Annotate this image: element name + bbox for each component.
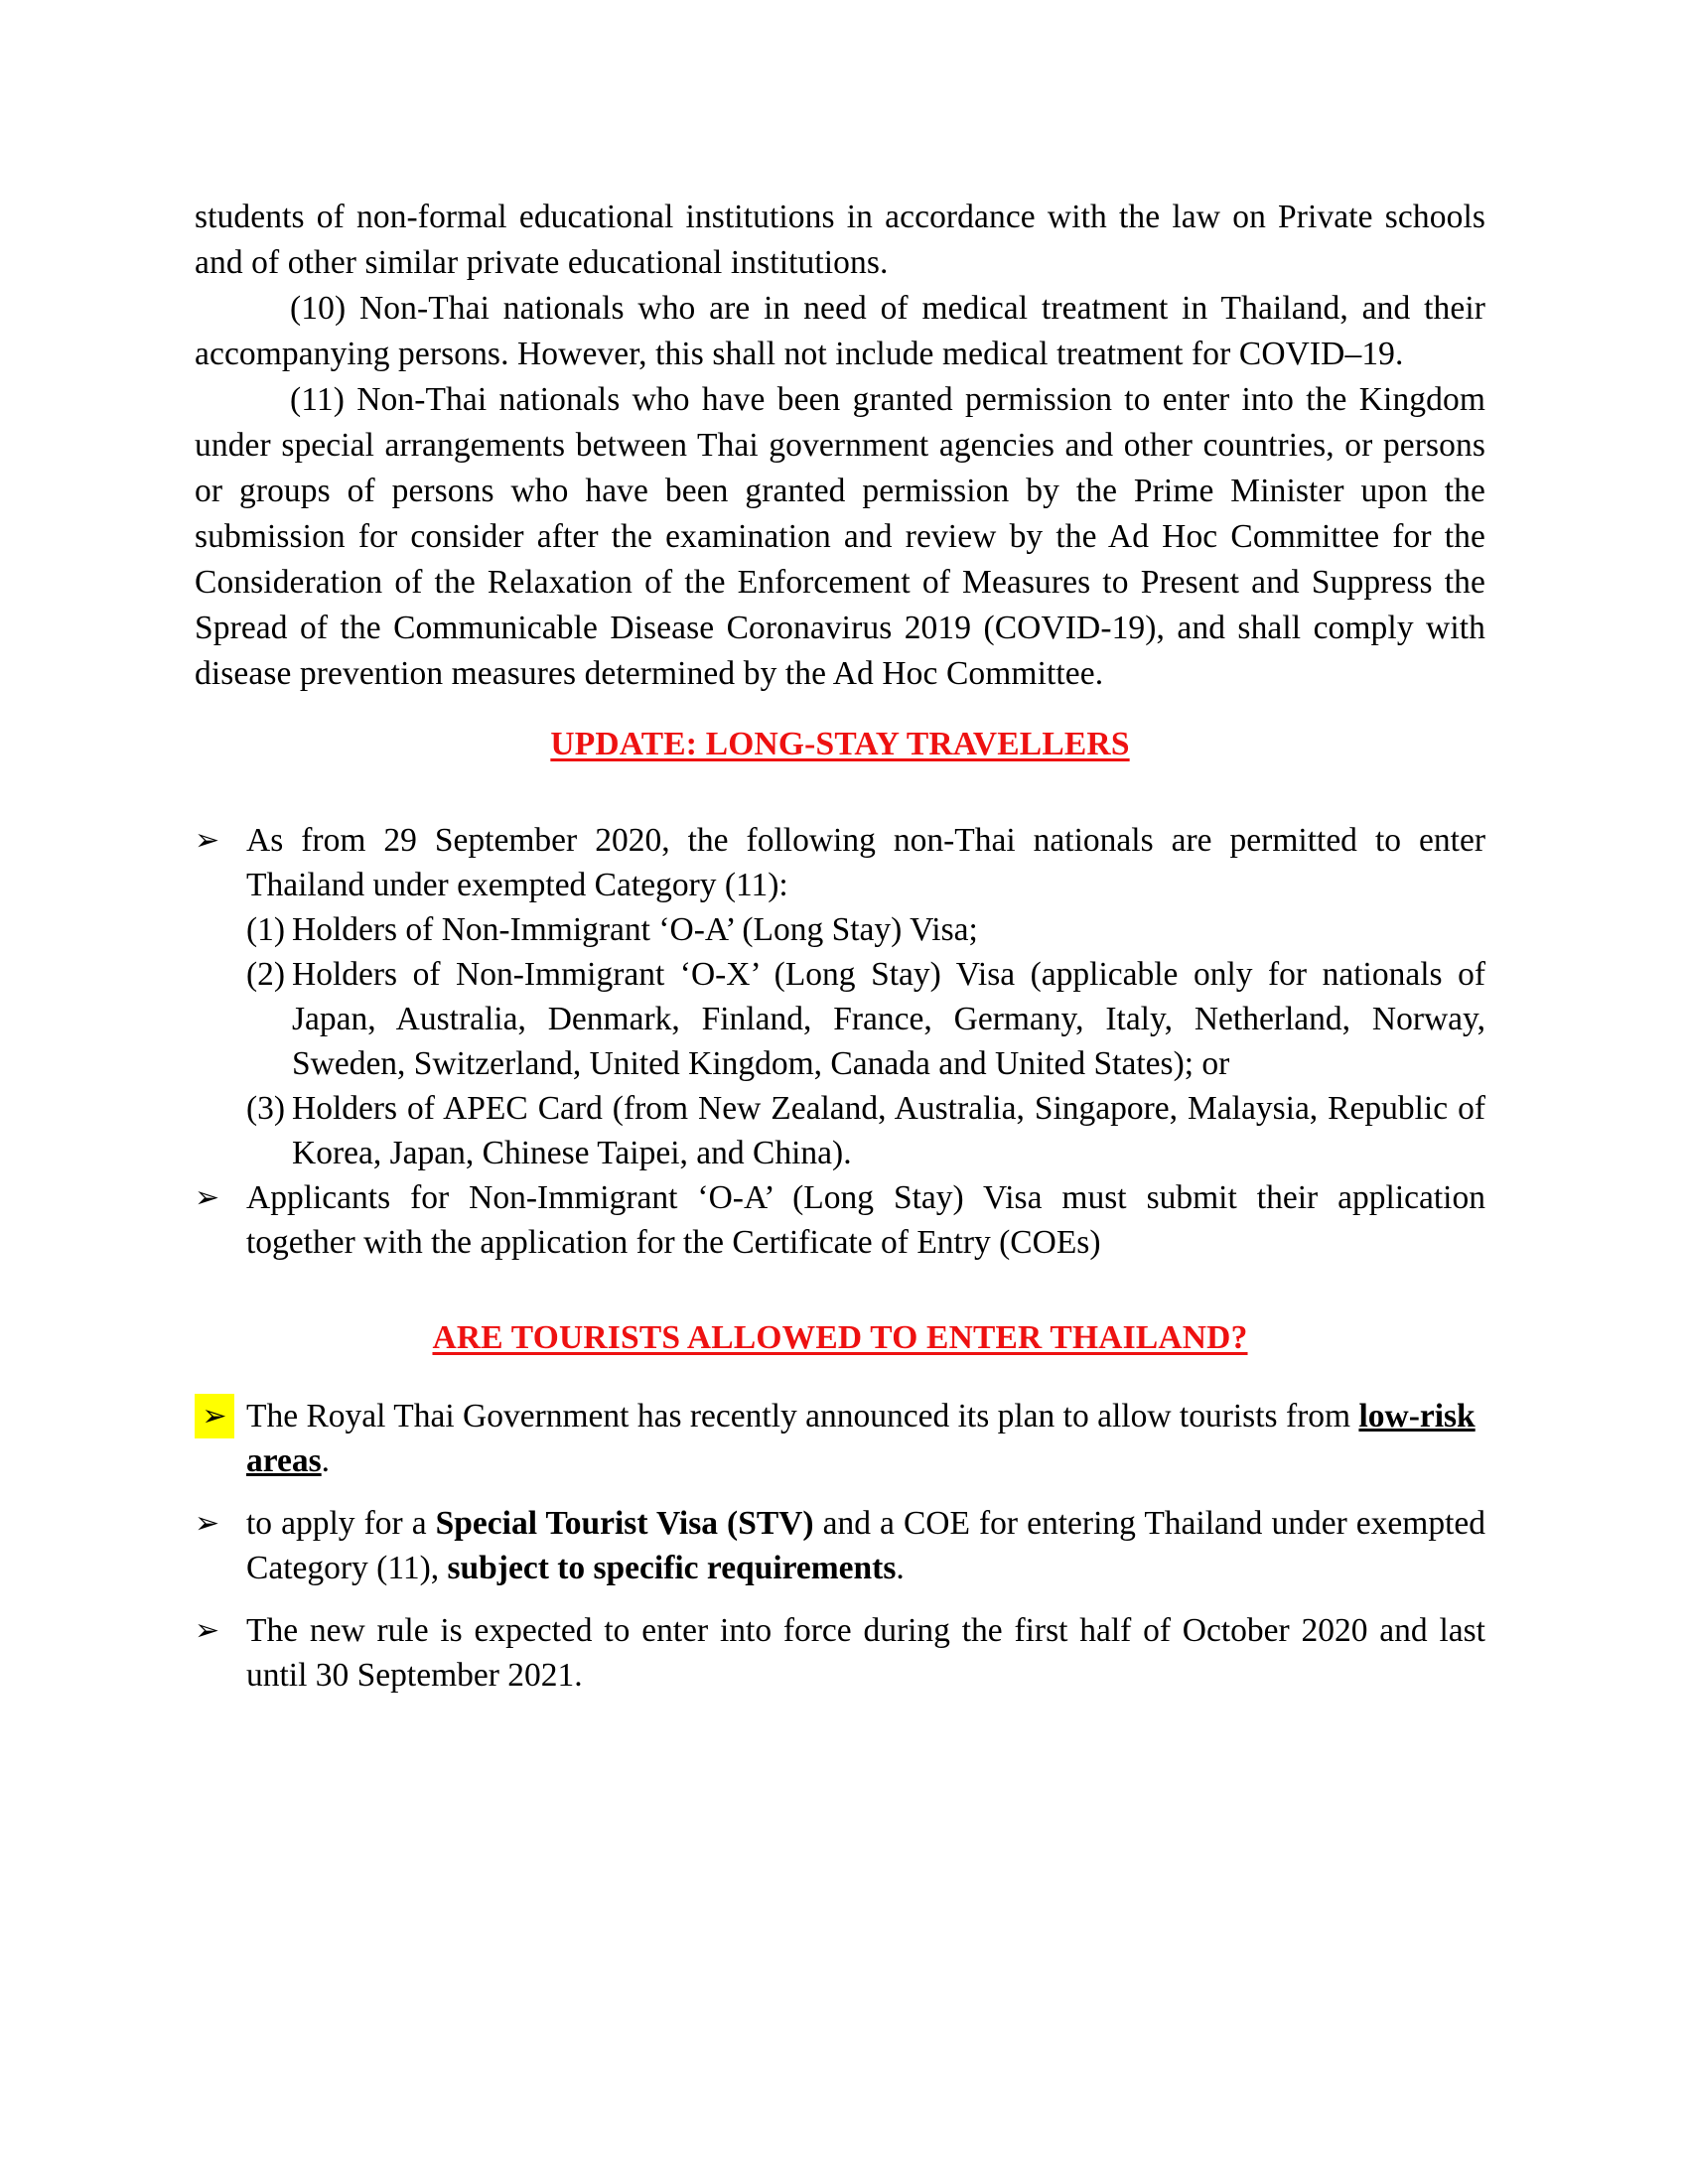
list-item xyxy=(246,1086,1485,1175)
list-marker-1: (1) xyxy=(246,911,286,948)
paragraph-item-11: (11) Non-Thai nationals who have been granted permission to enter into the Kingdom under special arrangements between Thai government agencies and other countries, or persons or groups of persons who have been granted permission by the Prime Minister upon the submission for consider after the examination and review by the Ad Hoc Committee for the Consideration of the Relaxation of the Enforcement of Measures to Present and Suppress the Spread of the Communicable Disease Coronavirus 2019 (COVID-19), and shall comply with disease prevention measures determined by the Ad Hoc Committee. xyxy=(195,381,1485,692)
list-marker-2: (2) xyxy=(246,956,286,993)
spacer xyxy=(195,1265,1485,1316)
list-item xyxy=(246,952,1485,1086)
heading-update-long-stay-travellers: UPDATE: LONG-STAY TRAVELLERS xyxy=(550,726,1130,762)
list-item xyxy=(195,1608,1485,1698)
bullet-text-new-rule: The new rule is expected to enter into force during the first half of October 2020 and last until 30 September 2021. xyxy=(246,1612,1485,1694)
emphasis-special-tourist-visa: Special Tourist Visa (STV) xyxy=(435,1505,814,1542)
numbered-sub-list xyxy=(246,907,1485,1175)
arrow-bullet-icon: ➢ xyxy=(195,1506,220,1541)
numbered-text-2: Holders of Non-Immigrant ‘O-X’ (Long Stay) Visa (applicable only for nationals of Japan, Australia, Denmark, Finland, France, Germany, Italy, Netherland, Norway, Sweden, Switzerland, United Kingdom, Canada and United States); or xyxy=(292,956,1485,1082)
paragraph-item-10: (10) Non-Thai nationals who are in need of medical treatment in Thailand, and their accompanying persons. However, this shall not include medical treatment for COVID–19. xyxy=(195,290,1485,372)
bullet-mid-text: and a COE for entering Thailand under exempted Category (11), xyxy=(246,1505,1486,1586)
bullet-lead-text: The Royal Thai Government has recently announced its plan to allow tourists from xyxy=(246,1398,1359,1434)
bullet-text-royal-thai-government xyxy=(246,1394,1485,1483)
heading-are-tourists-allowed: ARE TOURISTS ALLOWED TO ENTER THAILAND? xyxy=(432,1319,1248,1356)
numbered-text-1: Holders of Non-Immigrant ‘O-A’ (Long Stay) Visa; xyxy=(292,911,978,948)
list-item xyxy=(195,818,1485,907)
bullet-text-apply-stv xyxy=(246,1501,1485,1590)
list-item xyxy=(195,1501,1485,1590)
bullet-tail-text: . xyxy=(321,1442,331,1479)
bullet-lead-text: to apply for a xyxy=(246,1505,436,1542)
emphasis-low-risk-areas: low-risk areas xyxy=(246,1398,1476,1479)
long-stay-bullet-list xyxy=(195,818,1485,1265)
spacer xyxy=(195,1483,1485,1501)
paragraph-continuation: students of non-formal educational institutions in accordance with the law on Private schools and of other similar private educational institutions. xyxy=(195,199,1485,281)
bullet-text-applicants: Applicants for Non-Immigrant ‘O-A’ (Long Stay) Visa must submit their application together with the application for the Certificate of Entry (COEs) xyxy=(246,1179,1485,1261)
bullet-text-as-from: As from 29 September 2020, the following non-Thai nationals are permitted to enter Thailand under exempted Category (11): xyxy=(246,822,1485,903)
spacer xyxy=(195,1360,1485,1394)
list-marker-3: (3) xyxy=(246,1090,286,1127)
list-item xyxy=(246,907,1485,952)
document-content xyxy=(195,195,1485,1698)
numbered-text-3: Holders of APEC Card (from New Zealand, Australia, Singapore, Malaysia, Republic of Korea, Japan, Chinese Taipei, and China). xyxy=(292,1090,1485,1171)
spacer xyxy=(195,766,1485,818)
arrow-bullet-icon: ➢ xyxy=(195,1613,220,1648)
bullet-tail-text: . xyxy=(896,1550,905,1586)
emphasis-subject-to-specific-requirements: subject to specific requirements xyxy=(447,1550,897,1586)
arrow-bullet-icon: ➢ xyxy=(195,823,220,858)
list-item xyxy=(195,1175,1485,1265)
list-item xyxy=(195,1394,1485,1483)
arrow-bullet-icon-highlighted: ➢ xyxy=(195,1394,234,1438)
spacer xyxy=(195,1590,1485,1608)
arrow-bullet-icon: ➢ xyxy=(195,1180,220,1215)
tourists-bullet-list xyxy=(195,1394,1485,1698)
